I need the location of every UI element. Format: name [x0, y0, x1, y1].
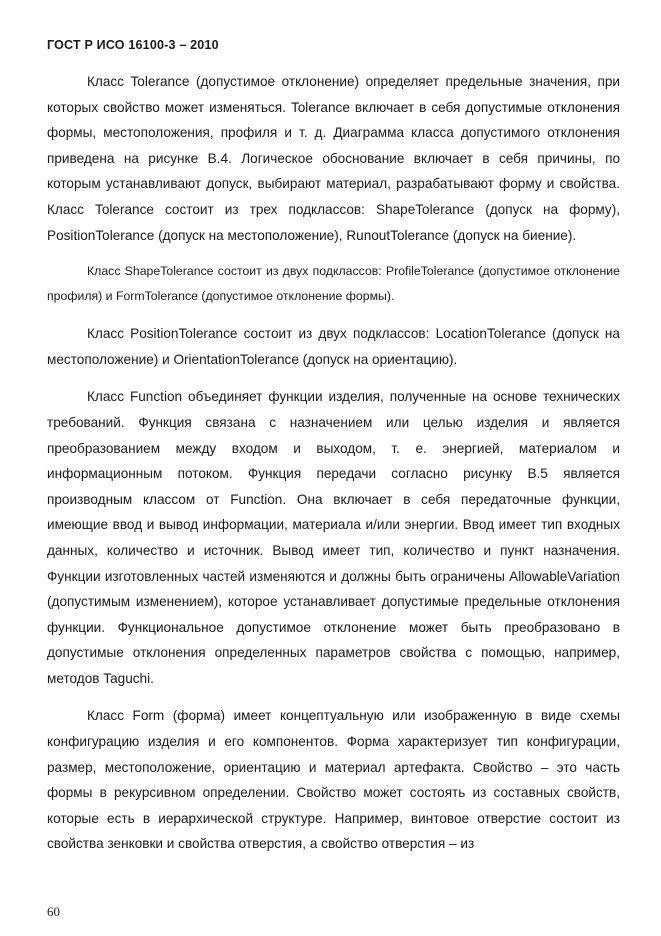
- document-header: ГОСТ Р ИСО 16100-3 – 2010: [47, 38, 219, 52]
- paragraph-form: Класс Form (форма) имеет концептуальную или изображенную в виде схемы конфигурацию изделия и его компонентов. Форма характеризует тип конфигурации, размер, местоположение, ориентацию и материал артефакта. Свойство – это часть формы в рекурсивном определении. Свойство может состоять из составных свойств, которые есть в иерархической структуре. Например, винтовое отверстие состоит из свойства зенковки и свойства отверстия, а свойство отверстия – из: [47, 708, 620, 852]
- paragraph-function: Класс Function объединяет функции изделия, полученные на основе технических требований. Функция связана с назначением или целью изделия и является преобразованием между входом и выходом, т. е. энергией, материалом и информационным потоком. Функция передачи согласно рисунку В.5 является производным классом от Function. Она включает в себя передаточные функции, имеющие ввод и вывод информации, материала и/или энергии. Ввод имеет тип входных данных, количество и источник. Вывод имеет тип, количество и пункт назначения. Функции изготовленных частей изменяются и должны быть ограничены AllowableVariation (допустимым изменением), которое устанавливает допустимые предельные отклонения функции. Функциональное допустимое отклонение может быть преобразовано в допустимые отклонения определенных параметров свойства с помощью, например, методов Taguchi.: [47, 389, 620, 686]
- document-body: [47, 69, 620, 857]
- paragraph-tolerance: Класс Tolerance (допустимое отклонение) определяет предельные значения, при которых свойство может изменяться. Tolerance включает в себя допустимые отклонения формы, местоположения, профиля и т. д. Диаграмма класса допустимого отклонения приведена на рисунке В.4. Логическое обоснование включает в себя причины, по которым устанавливают допуск, выбирают материал, разрабатывают форму и свойства. Класс Tolerance состоит из трех подклассов: ShapeTolerance (допуск на форму), PositionTolerance (допуск на местоположение), RunoutTolerance (допуск на биение).: [47, 74, 620, 243]
- paragraph-shape-tolerance: Класс ShapeTolerance состоит из двух подклассов: ProfileTolerance (допустимое отклонение профиля) и FormTolerance (допустимое отклонение формы).: [47, 264, 620, 304]
- page-number: 60: [47, 904, 60, 919]
- paragraph-position-tolerance: Класс PositionTolerance состоит из двух подклассов: LocationTolerance (допуск на местоположение) и OrientationTolerance (допуск на ориентацию).: [47, 326, 620, 367]
